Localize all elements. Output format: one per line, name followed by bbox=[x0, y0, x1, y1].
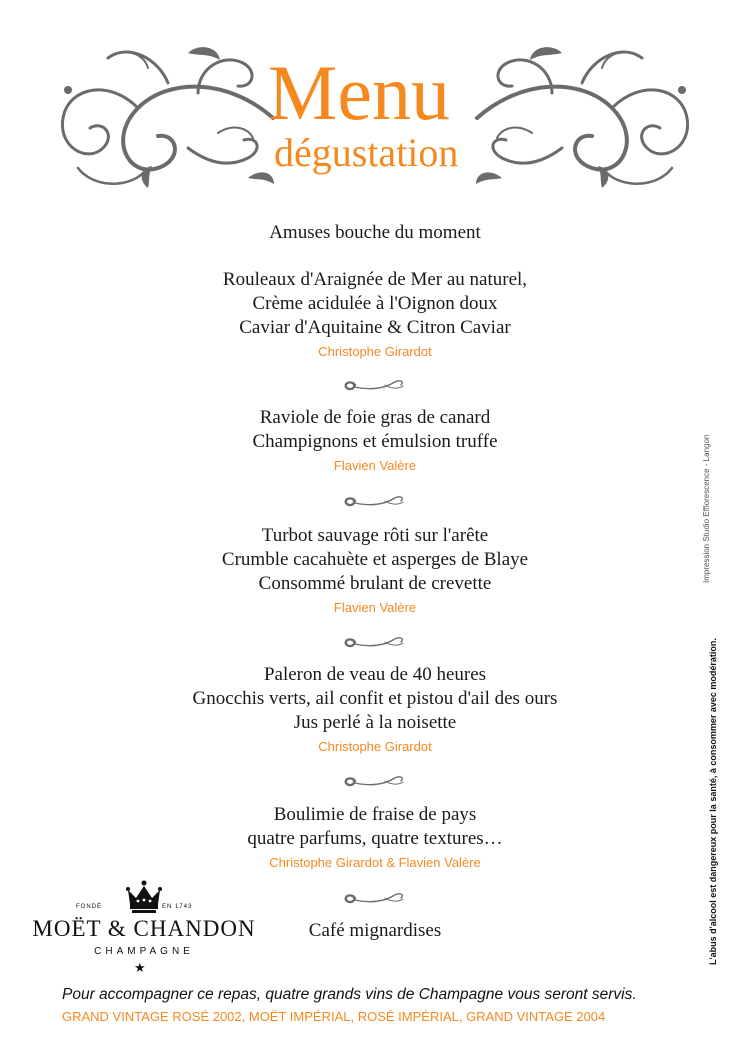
dish-line: Rouleaux d'Araignée de Mer au naturel, bbox=[222, 269, 528, 290]
brand-subtitle: CHAMPAGNE bbox=[94, 946, 194, 957]
course-turbot bbox=[100, 524, 650, 617]
dish-line: Café mignardises bbox=[308, 920, 442, 941]
alcohol-warning: L'abus d'alcool est dangereux pour la santé, à consommer avec modération. bbox=[708, 638, 718, 965]
dish-line: Amuses bouche du moment bbox=[269, 222, 481, 243]
chef-credit: Christophe Girardot bbox=[318, 739, 432, 754]
swirl-divider-ornament bbox=[341, 888, 407, 906]
menu-subtitle: dégustation bbox=[274, 130, 459, 175]
brand-name: MOËT & CHANDON bbox=[32, 916, 256, 941]
dish-line: Crumble cacahuète et asperges de Blaye bbox=[221, 549, 529, 570]
star-icon: ★ bbox=[134, 960, 146, 975]
dish-line: Boulimie de fraise de pays bbox=[273, 804, 477, 825]
wine-pairing-note: Pour accompagner ce repas, quatre grands vins de Champagne vous seront servis. bbox=[62, 986, 637, 1003]
dish-line: Consommé brulant de crevette bbox=[258, 573, 492, 594]
dish-line: Jus perlé à la noisette bbox=[293, 712, 457, 733]
right-flourish-ornament bbox=[472, 38, 702, 198]
chef-credit: Flavien Valère bbox=[333, 458, 417, 473]
swirl-divider-ornament bbox=[341, 632, 407, 650]
chef-credit: Flavien Valère bbox=[333, 600, 417, 615]
dish-line: Champignons et émulsion truffe bbox=[252, 431, 498, 452]
course-amuses-bouche bbox=[100, 221, 650, 245]
swirl-divider-ornament bbox=[341, 491, 407, 509]
printer-credit: Impression Studio Efflorescence - Langon bbox=[702, 434, 711, 583]
swirl-divider-ornament bbox=[341, 771, 407, 789]
dish-line: Turbot sauvage rôti sur l'arête bbox=[261, 525, 489, 546]
course-raviole bbox=[100, 406, 650, 475]
dish-line: Caviar d'Aquitaine & Citron Caviar bbox=[239, 317, 511, 338]
dish-line: Paleron de veau de 40 heures bbox=[263, 664, 487, 685]
brand-founded-label: FONDÉ bbox=[76, 904, 102, 910]
left-flourish-ornament bbox=[48, 38, 278, 198]
menu-title: Menu bbox=[268, 49, 450, 136]
wine-list: GRAND VINTAGE ROSÉ 2002, MOËT IMPÉRIAL, ROSÉ IMPÉRIAL, GRAND VINTAGE 2004 bbox=[62, 1009, 606, 1024]
dish-line: Gnocchis verts, ail confit et pistou d'ail des ours bbox=[192, 688, 558, 709]
dish-line: quatre parfums, quatre textures… bbox=[247, 828, 503, 849]
course-araignee bbox=[100, 268, 650, 361]
chef-credit: Christophe Girardot bbox=[318, 344, 432, 359]
course-boulimie bbox=[100, 803, 650, 872]
crown-icon bbox=[124, 880, 164, 914]
dish-line: Raviole de foie gras de canard bbox=[259, 407, 491, 428]
dish-line: Crème acidulée à l'Oignon doux bbox=[252, 293, 498, 314]
swirl-divider-ornament bbox=[341, 375, 407, 393]
chef-credit: Christophe Girardot & Flavien Valère bbox=[269, 855, 481, 870]
brand-founded-year: EN 1743 bbox=[162, 904, 193, 910]
course-paleron bbox=[100, 663, 650, 756]
